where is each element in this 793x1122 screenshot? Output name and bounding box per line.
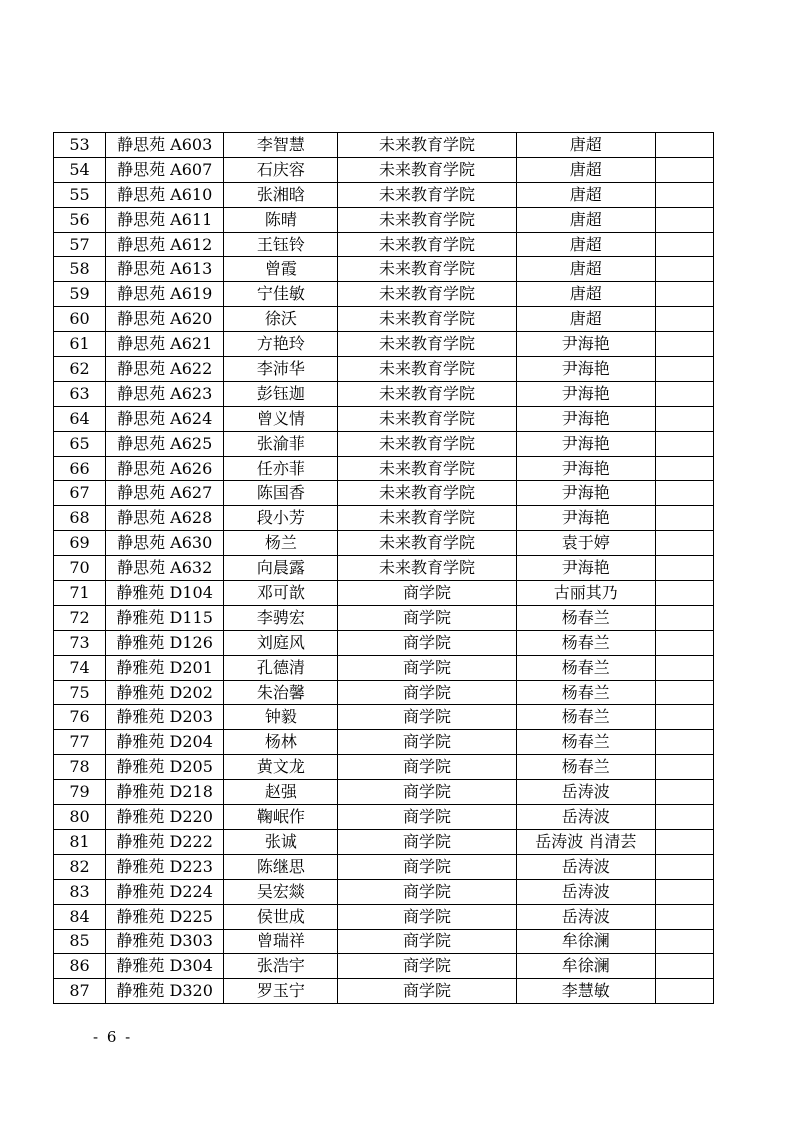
college-cell: 商学院 — [338, 929, 516, 954]
advisor-cell: 杨春兰 — [516, 705, 655, 730]
table-row — [54, 904, 714, 929]
table-row — [54, 332, 714, 357]
advisor-cell: 尹海艳 — [516, 406, 655, 431]
college-cell: 商学院 — [338, 829, 516, 854]
room-cell: 静雅苑 D303 — [106, 929, 224, 954]
table-row — [54, 257, 714, 282]
college-cell: 未来教育学院 — [338, 431, 516, 456]
room-cell: 静思苑 A623 — [106, 381, 224, 406]
page-number: - 6 - — [93, 1028, 133, 1046]
remark-cell — [655, 655, 713, 680]
table-row — [54, 780, 714, 805]
name-cell: 李智慧 — [224, 133, 338, 158]
room-cell: 静思苑 A612 — [106, 232, 224, 257]
table-row — [54, 531, 714, 556]
table-row — [54, 506, 714, 531]
remark-cell — [655, 133, 713, 158]
room-cell: 静思苑 A611 — [106, 207, 224, 232]
advisor-cell: 尹海艳 — [516, 556, 655, 581]
name-cell: 曾霞 — [224, 257, 338, 282]
college-cell: 商学院 — [338, 805, 516, 830]
room-cell: 静雅苑 D225 — [106, 904, 224, 929]
name-cell: 王钰铃 — [224, 232, 338, 257]
name-cell: 黄文龙 — [224, 755, 338, 780]
college-cell: 未来教育学院 — [338, 357, 516, 382]
advisor-cell: 尹海艳 — [516, 481, 655, 506]
college-cell: 未来教育学院 — [338, 531, 516, 556]
index-cell: 56 — [54, 207, 106, 232]
index-cell: 79 — [54, 780, 106, 805]
name-cell: 吴宏燚 — [224, 879, 338, 904]
advisor-cell: 尹海艳 — [516, 357, 655, 382]
college-cell: 商学院 — [338, 755, 516, 780]
name-cell: 段小芳 — [224, 506, 338, 531]
table-row — [54, 630, 714, 655]
table-row — [54, 655, 714, 680]
advisor-cell: 唐超 — [516, 157, 655, 182]
room-cell: 静雅苑 D203 — [106, 705, 224, 730]
college-cell: 商学院 — [338, 879, 516, 904]
remark-cell — [655, 207, 713, 232]
index-cell: 73 — [54, 630, 106, 655]
table-row — [54, 954, 714, 979]
index-cell: 77 — [54, 730, 106, 755]
name-cell: 彭钰迦 — [224, 381, 338, 406]
college-cell: 商学院 — [338, 581, 516, 606]
remark-cell — [655, 157, 713, 182]
table-row — [54, 705, 714, 730]
remark-cell — [655, 929, 713, 954]
table-row — [54, 406, 714, 431]
remark-cell — [655, 282, 713, 307]
remark-cell — [655, 481, 713, 506]
name-cell: 罗玉宁 — [224, 979, 338, 1004]
index-cell: 69 — [54, 531, 106, 556]
name-cell: 张渝菲 — [224, 431, 338, 456]
room-cell: 静思苑 A613 — [106, 257, 224, 282]
college-cell: 未来教育学院 — [338, 282, 516, 307]
index-cell: 63 — [54, 381, 106, 406]
index-cell: 60 — [54, 307, 106, 332]
name-cell: 杨兰 — [224, 531, 338, 556]
advisor-cell: 尹海艳 — [516, 456, 655, 481]
room-cell: 静雅苑 D201 — [106, 655, 224, 680]
college-cell: 未来教育学院 — [338, 406, 516, 431]
name-cell: 鞠岷作 — [224, 805, 338, 830]
index-cell: 70 — [54, 556, 106, 581]
room-cell: 静雅苑 D218 — [106, 780, 224, 805]
room-cell: 静思苑 A603 — [106, 133, 224, 158]
room-cell: 静雅苑 D304 — [106, 954, 224, 979]
index-cell: 82 — [54, 854, 106, 879]
table-row — [54, 357, 714, 382]
advisor-cell: 杨春兰 — [516, 680, 655, 705]
advisor-cell: 尹海艳 — [516, 332, 655, 357]
name-cell: 向晨露 — [224, 556, 338, 581]
index-cell: 81 — [54, 829, 106, 854]
advisor-cell: 岳涛波 — [516, 879, 655, 904]
room-cell: 静思苑 A627 — [106, 481, 224, 506]
remark-cell — [655, 456, 713, 481]
room-cell: 静思苑 A622 — [106, 357, 224, 382]
advisor-cell: 唐超 — [516, 133, 655, 158]
table-row — [54, 581, 714, 606]
advisor-cell: 尹海艳 — [516, 431, 655, 456]
advisor-cell: 尹海艳 — [516, 506, 655, 531]
remark-cell — [655, 755, 713, 780]
college-cell: 未来教育学院 — [338, 232, 516, 257]
name-cell: 朱治馨 — [224, 680, 338, 705]
advisor-cell: 岳涛波 肖清芸 — [516, 829, 655, 854]
college-cell: 未来教育学院 — [338, 207, 516, 232]
college-cell: 未来教育学院 — [338, 307, 516, 332]
room-cell: 静雅苑 D320 — [106, 979, 224, 1004]
index-cell: 66 — [54, 456, 106, 481]
advisor-cell: 岳涛波 — [516, 805, 655, 830]
advisor-cell: 杨春兰 — [516, 655, 655, 680]
college-cell: 商学院 — [338, 730, 516, 755]
table-row — [54, 755, 714, 780]
index-cell: 74 — [54, 655, 106, 680]
name-cell: 邓可歆 — [224, 581, 338, 606]
advisor-cell: 尹海艳 — [516, 381, 655, 406]
remark-cell — [655, 954, 713, 979]
index-cell: 53 — [54, 133, 106, 158]
remark-cell — [655, 581, 713, 606]
remark-cell — [655, 232, 713, 257]
advisor-cell: 岳涛波 — [516, 904, 655, 929]
advisor-cell: 古丽其乃 — [516, 581, 655, 606]
name-cell: 石庆容 — [224, 157, 338, 182]
index-cell: 72 — [54, 605, 106, 630]
advisor-cell: 唐超 — [516, 257, 655, 282]
table-row — [54, 879, 714, 904]
name-cell: 陈继思 — [224, 854, 338, 879]
index-cell: 76 — [54, 705, 106, 730]
name-cell: 陈晴 — [224, 207, 338, 232]
table-row — [54, 556, 714, 581]
name-cell: 刘庭风 — [224, 630, 338, 655]
advisor-cell: 唐超 — [516, 282, 655, 307]
remark-cell — [655, 531, 713, 556]
college-cell: 商学院 — [338, 655, 516, 680]
index-cell: 83 — [54, 879, 106, 904]
remark-cell — [655, 730, 713, 755]
advisor-cell: 杨春兰 — [516, 605, 655, 630]
remark-cell — [655, 381, 713, 406]
name-cell: 张湘晗 — [224, 182, 338, 207]
index-cell: 58 — [54, 257, 106, 282]
name-cell: 杨林 — [224, 730, 338, 755]
remark-cell — [655, 605, 713, 630]
index-cell: 54 — [54, 157, 106, 182]
index-cell: 64 — [54, 406, 106, 431]
remark-cell — [655, 979, 713, 1004]
remark-cell — [655, 332, 713, 357]
table-row — [54, 854, 714, 879]
college-cell: 未来教育学院 — [338, 456, 516, 481]
room-cell: 静雅苑 D222 — [106, 829, 224, 854]
college-cell: 未来教育学院 — [338, 556, 516, 581]
index-cell: 87 — [54, 979, 106, 1004]
table-row — [54, 282, 714, 307]
college-cell: 商学院 — [338, 954, 516, 979]
room-cell: 静雅苑 D224 — [106, 879, 224, 904]
name-cell: 宁佳敏 — [224, 282, 338, 307]
advisor-cell: 李慧敏 — [516, 979, 655, 1004]
room-cell: 静雅苑 D205 — [106, 755, 224, 780]
index-cell: 57 — [54, 232, 106, 257]
table-row — [54, 979, 714, 1004]
room-cell: 静雅苑 D104 — [106, 581, 224, 606]
college-cell: 未来教育学院 — [338, 506, 516, 531]
table-row — [54, 805, 714, 830]
college-cell: 未来教育学院 — [338, 481, 516, 506]
remark-cell — [655, 780, 713, 805]
index-cell: 84 — [54, 904, 106, 929]
advisor-cell: 牟徐澜 — [516, 929, 655, 954]
college-cell: 未来教育学院 — [338, 133, 516, 158]
college-cell: 商学院 — [338, 680, 516, 705]
table-row — [54, 381, 714, 406]
remark-cell — [655, 506, 713, 531]
remark-cell — [655, 854, 713, 879]
remark-cell — [655, 680, 713, 705]
college-cell: 商学院 — [338, 854, 516, 879]
table-row — [54, 730, 714, 755]
roster-table-body — [54, 133, 714, 1004]
name-cell: 曾义情 — [224, 406, 338, 431]
index-cell: 67 — [54, 481, 106, 506]
room-cell: 静雅苑 D220 — [106, 805, 224, 830]
remark-cell — [655, 257, 713, 282]
index-cell: 80 — [54, 805, 106, 830]
table-row — [54, 431, 714, 456]
college-cell: 商学院 — [338, 780, 516, 805]
college-cell: 商学院 — [338, 605, 516, 630]
name-cell: 赵强 — [224, 780, 338, 805]
index-cell: 85 — [54, 929, 106, 954]
remark-cell — [655, 406, 713, 431]
index-cell: 68 — [54, 506, 106, 531]
room-cell: 静思苑 A625 — [106, 431, 224, 456]
table-row — [54, 680, 714, 705]
remark-cell — [655, 431, 713, 456]
index-cell: 75 — [54, 680, 106, 705]
college-cell: 商学院 — [338, 979, 516, 1004]
room-cell: 静思苑 A626 — [106, 456, 224, 481]
college-cell: 未来教育学院 — [338, 182, 516, 207]
room-cell: 静思苑 A630 — [106, 531, 224, 556]
advisor-cell: 杨春兰 — [516, 730, 655, 755]
room-cell: 静思苑 A620 — [106, 307, 224, 332]
table-row — [54, 456, 714, 481]
room-cell: 静雅苑 D126 — [106, 630, 224, 655]
room-cell: 静思苑 A621 — [106, 332, 224, 357]
room-cell: 静雅苑 D202 — [106, 680, 224, 705]
advisor-cell: 唐超 — [516, 307, 655, 332]
college-cell: 商学院 — [338, 705, 516, 730]
index-cell: 62 — [54, 357, 106, 382]
index-cell: 71 — [54, 581, 106, 606]
room-cell: 静思苑 A624 — [106, 406, 224, 431]
remark-cell — [655, 556, 713, 581]
advisor-cell: 杨春兰 — [516, 630, 655, 655]
index-cell: 61 — [54, 332, 106, 357]
table-row — [54, 182, 714, 207]
advisor-cell: 唐超 — [516, 207, 655, 232]
advisor-cell: 唐超 — [516, 182, 655, 207]
index-cell: 59 — [54, 282, 106, 307]
name-cell: 曾瑞祥 — [224, 929, 338, 954]
table-row — [54, 157, 714, 182]
index-cell: 78 — [54, 755, 106, 780]
name-cell: 李骋宏 — [224, 605, 338, 630]
college-cell: 未来教育学院 — [338, 157, 516, 182]
table-row — [54, 133, 714, 158]
room-cell: 静雅苑 D204 — [106, 730, 224, 755]
name-cell: 钟毅 — [224, 705, 338, 730]
table-row — [54, 829, 714, 854]
college-cell: 未来教育学院 — [338, 332, 516, 357]
table-row — [54, 481, 714, 506]
room-cell: 静思苑 A610 — [106, 182, 224, 207]
room-cell: 静雅苑 D223 — [106, 854, 224, 879]
room-cell: 静思苑 A607 — [106, 157, 224, 182]
remark-cell — [655, 182, 713, 207]
index-cell: 65 — [54, 431, 106, 456]
college-cell: 未来教育学院 — [338, 381, 516, 406]
room-cell: 静思苑 A632 — [106, 556, 224, 581]
room-cell: 静雅苑 D115 — [106, 605, 224, 630]
table-row — [54, 207, 714, 232]
name-cell: 徐沃 — [224, 307, 338, 332]
name-cell: 孔德清 — [224, 655, 338, 680]
name-cell: 张诚 — [224, 829, 338, 854]
remark-cell — [655, 705, 713, 730]
advisor-cell: 岳涛波 — [516, 854, 655, 879]
table-row — [54, 929, 714, 954]
index-cell: 55 — [54, 182, 106, 207]
name-cell: 侯世成 — [224, 904, 338, 929]
remark-cell — [655, 630, 713, 655]
remark-cell — [655, 805, 713, 830]
advisor-cell: 牟徐澜 — [516, 954, 655, 979]
index-cell: 86 — [54, 954, 106, 979]
name-cell: 陈国香 — [224, 481, 338, 506]
room-cell: 静思苑 A628 — [106, 506, 224, 531]
advisor-cell: 唐超 — [516, 232, 655, 257]
advisor-cell: 杨春兰 — [516, 755, 655, 780]
table-row — [54, 232, 714, 257]
remark-cell — [655, 357, 713, 382]
remark-cell — [655, 307, 713, 332]
table-row — [54, 605, 714, 630]
name-cell: 任亦菲 — [224, 456, 338, 481]
advisor-cell: 袁于婷 — [516, 531, 655, 556]
room-cell: 静思苑 A619 — [106, 282, 224, 307]
name-cell: 方艳玲 — [224, 332, 338, 357]
advisor-cell: 岳涛波 — [516, 780, 655, 805]
college-cell: 商学院 — [338, 630, 516, 655]
name-cell: 李沛华 — [224, 357, 338, 382]
remark-cell — [655, 904, 713, 929]
roster-table — [53, 132, 714, 1004]
college-cell: 商学院 — [338, 904, 516, 929]
remark-cell — [655, 829, 713, 854]
table-row — [54, 307, 714, 332]
college-cell: 未来教育学院 — [338, 257, 516, 282]
name-cell: 张浩宇 — [224, 954, 338, 979]
remark-cell — [655, 879, 713, 904]
